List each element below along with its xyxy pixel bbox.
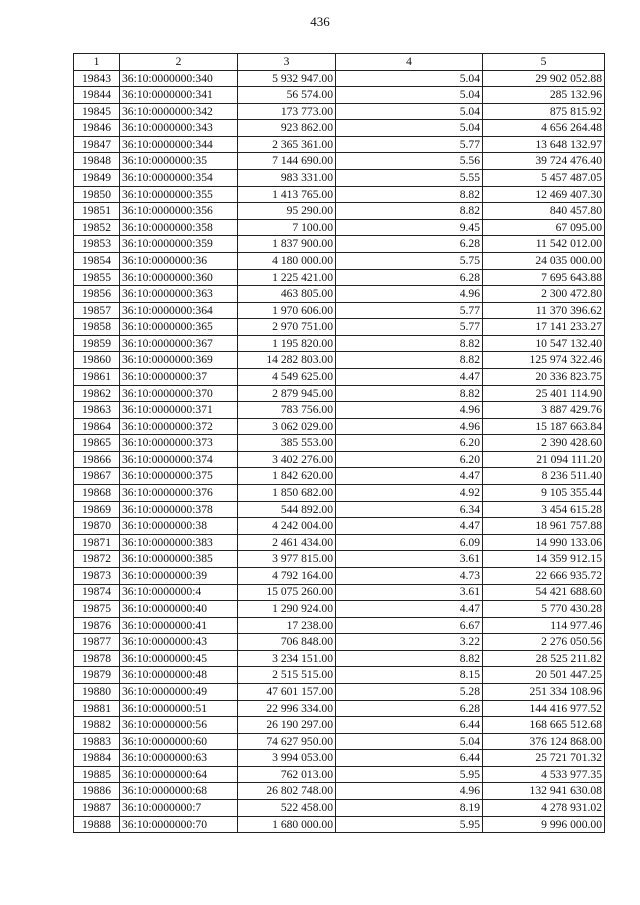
cadastral-number-cell: 36:10:0000000:37 (120, 368, 238, 385)
rate-cell: 6.20 (336, 435, 483, 452)
cadastral-number-cell: 36:10:0000000:363 (120, 286, 238, 303)
cadastral-number-cell: 36:10:0000000:354 (120, 170, 238, 187)
table-row (74, 70, 605, 87)
cadastral-number-cell: 36:10:0000000:375 (120, 468, 238, 485)
cadastral-number-cell: 36:10:0000000:358 (120, 219, 238, 236)
value-cell: 24 035 000.00 (483, 252, 605, 269)
page-number: 436 (310, 14, 330, 29)
table-header-row (74, 54, 605, 71)
area-cell: 56 574.00 (238, 87, 336, 104)
area-cell: 1 413 765.00 (238, 186, 336, 203)
rate-cell: 6.28 (336, 236, 483, 253)
area-cell: 3 062 029.00 (238, 418, 336, 435)
area-cell: 2 970 751.00 (238, 319, 336, 336)
rate-cell: 6.34 (336, 501, 483, 518)
value-cell: 840 457.80 (483, 203, 605, 220)
area-cell: 4 180 000.00 (238, 252, 336, 269)
area-cell: 1 680 000.00 (238, 816, 336, 833)
area-cell: 2 515 515.00 (238, 667, 336, 684)
table-row (74, 335, 605, 352)
cadastral-number-cell: 36:10:0000000:35 (120, 153, 238, 170)
rate-cell: 5.04 (336, 120, 483, 137)
value-cell: 25 401 114.90 (483, 385, 605, 402)
table-row (74, 170, 605, 187)
cadastral-number-cell: 36:10:0000000:385 (120, 551, 238, 568)
rate-cell: 5.77 (336, 302, 483, 319)
value-cell: 18 961 757.88 (483, 518, 605, 535)
table-row (74, 534, 605, 551)
row-number-cell: 19854 (74, 252, 120, 269)
area-cell: 544 892.00 (238, 501, 336, 518)
cadastral-number-cell: 36:10:0000000:36 (120, 252, 238, 269)
cadastral-number-cell: 36:10:0000000:359 (120, 236, 238, 253)
table-row (74, 667, 605, 684)
cadastral-number-cell: 36:10:0000000:373 (120, 435, 238, 452)
row-number-cell: 19847 (74, 136, 120, 153)
table-row (74, 103, 605, 120)
cadastral-number-cell: 36:10:0000000:4 (120, 584, 238, 601)
rate-cell: 4.47 (336, 368, 483, 385)
row-number-cell: 19860 (74, 352, 120, 369)
row-number-cell: 19846 (74, 120, 120, 137)
rate-cell: 4.47 (336, 468, 483, 485)
row-number-cell: 19861 (74, 368, 120, 385)
row-number-cell: 19872 (74, 551, 120, 568)
value-cell: 875 815.92 (483, 103, 605, 120)
cadastral-number-cell: 36:10:0000000:39 (120, 567, 238, 584)
table-row (74, 136, 605, 153)
area-cell: 15 075 260.00 (238, 584, 336, 601)
value-cell: 11 370 396.62 (483, 302, 605, 319)
row-number-cell: 19877 (74, 634, 120, 651)
table-row (74, 385, 605, 402)
value-cell: 20 336 823.75 (483, 368, 605, 385)
area-cell: 923 862.00 (238, 120, 336, 137)
cadastral-number-cell: 36:10:0000000:56 (120, 717, 238, 734)
value-cell: 144 416 977.52 (483, 700, 605, 717)
rate-cell: 8.82 (336, 650, 483, 667)
value-cell: 9 996 000.00 (483, 816, 605, 833)
row-number-cell: 19856 (74, 286, 120, 303)
cadastral-number-cell: 36:10:0000000:378 (120, 501, 238, 518)
value-cell: 10 547 132.40 (483, 335, 605, 352)
rate-cell: 9.45 (336, 219, 483, 236)
value-cell: 376 124 868.00 (483, 733, 605, 750)
row-number-cell: 19881 (74, 700, 120, 717)
cadastral-number-cell: 36:10:0000000:371 (120, 402, 238, 419)
value-cell: 5 770 430.28 (483, 601, 605, 618)
area-cell: 1 970 606.00 (238, 302, 336, 319)
area-cell: 7 100.00 (238, 219, 336, 236)
cadastral-number-cell: 36:10:0000000:365 (120, 319, 238, 336)
row-number-cell: 19863 (74, 402, 120, 419)
value-cell: 4 656 264.48 (483, 120, 605, 137)
table-row (74, 120, 605, 137)
row-number-cell: 19883 (74, 733, 120, 750)
rate-cell: 5.95 (336, 816, 483, 833)
value-cell: 2 300 472.80 (483, 286, 605, 303)
cadastral-number-cell: 36:10:0000000:49 (120, 683, 238, 700)
area-cell: 2 879 945.00 (238, 385, 336, 402)
row-number-cell: 19878 (74, 650, 120, 667)
rate-cell: 6.09 (336, 534, 483, 551)
table-row (74, 468, 605, 485)
table-row (74, 766, 605, 783)
area-cell: 4 242 004.00 (238, 518, 336, 535)
value-cell: 114 977.46 (483, 617, 605, 634)
area-cell: 522 458.00 (238, 800, 336, 817)
value-cell: 22 666 935.72 (483, 567, 605, 584)
area-cell: 2 461 434.00 (238, 534, 336, 551)
rate-cell: 5.28 (336, 683, 483, 700)
row-number-cell: 19862 (74, 385, 120, 402)
area-cell: 14 282 803.00 (238, 352, 336, 369)
row-number-cell: 19870 (74, 518, 120, 535)
rate-cell: 4.96 (336, 783, 483, 800)
cadastral-number-cell: 36:10:0000000:372 (120, 418, 238, 435)
rate-cell: 5.56 (336, 153, 483, 170)
rate-cell: 6.20 (336, 451, 483, 468)
cadastral-number-cell: 36:10:0000000:360 (120, 269, 238, 286)
row-number-cell: 19848 (74, 153, 120, 170)
rate-cell: 8.82 (336, 203, 483, 220)
value-cell: 2 276 050.56 (483, 634, 605, 651)
row-number-cell: 19868 (74, 485, 120, 502)
rate-cell: 6.28 (336, 269, 483, 286)
cadastral-number-cell: 36:10:0000000:340 (120, 70, 238, 87)
rate-cell: 4.96 (336, 418, 483, 435)
area-cell: 1 290 924.00 (238, 601, 336, 618)
rate-cell: 3.22 (336, 634, 483, 651)
row-number-cell: 19867 (74, 468, 120, 485)
rate-cell: 5.04 (336, 70, 483, 87)
area-cell: 2 365 361.00 (238, 136, 336, 153)
area-cell: 1 837 900.00 (238, 236, 336, 253)
cadastral-number-cell: 36:10:0000000:343 (120, 120, 238, 137)
table-row (74, 368, 605, 385)
table-row (74, 800, 605, 817)
cadastral-number-cell: 36:10:0000000:41 (120, 617, 238, 634)
rate-cell: 8.82 (336, 186, 483, 203)
row-number-cell: 19879 (74, 667, 120, 684)
row-number-cell: 19865 (74, 435, 120, 452)
rate-cell: 6.44 (336, 750, 483, 767)
rate-cell: 6.44 (336, 717, 483, 734)
value-cell: 7 695 643.88 (483, 269, 605, 286)
table-row (74, 252, 605, 269)
area-cell: 74 627 950.00 (238, 733, 336, 750)
rate-cell: 8.82 (336, 335, 483, 352)
rate-cell: 4.96 (336, 286, 483, 303)
cadastral-number-cell: 36:10:0000000:43 (120, 634, 238, 651)
row-number-cell: 19853 (74, 236, 120, 253)
cadastral-number-cell: 36:10:0000000:364 (120, 302, 238, 319)
area-cell: 26 802 748.00 (238, 783, 336, 800)
table-row (74, 418, 605, 435)
rate-cell: 5.04 (336, 733, 483, 750)
table-row (74, 236, 605, 253)
column-header-4: 4 (336, 54, 483, 71)
row-number-cell: 19887 (74, 800, 120, 817)
value-cell: 251 334 108.96 (483, 683, 605, 700)
value-cell: 285 132.96 (483, 87, 605, 104)
value-cell: 28 525 211.82 (483, 650, 605, 667)
row-number-cell: 19851 (74, 203, 120, 220)
row-number-cell: 19869 (74, 501, 120, 518)
rate-cell: 6.28 (336, 700, 483, 717)
row-number-cell: 19850 (74, 186, 120, 203)
rate-cell: 5.04 (336, 87, 483, 104)
cadastral-number-cell: 36:10:0000000:45 (120, 650, 238, 667)
value-cell: 11 542 012.00 (483, 236, 605, 253)
table-row (74, 650, 605, 667)
area-cell: 1 842 620.00 (238, 468, 336, 485)
rate-cell: 8.19 (336, 800, 483, 817)
area-cell: 385 553.00 (238, 435, 336, 452)
rate-cell: 3.61 (336, 584, 483, 601)
row-number-cell: 19864 (74, 418, 120, 435)
table-row (74, 186, 605, 203)
table-row (74, 269, 605, 286)
cadastral-number-cell: 36:10:0000000:60 (120, 733, 238, 750)
area-cell: 3 402 276.00 (238, 451, 336, 468)
area-cell: 762 013.00 (238, 766, 336, 783)
table-row (74, 219, 605, 236)
cadastral-number-cell: 36:10:0000000:341 (120, 87, 238, 104)
area-cell: 17 238.00 (238, 617, 336, 634)
value-cell: 168 665 512.68 (483, 717, 605, 734)
row-number-cell: 19871 (74, 534, 120, 551)
value-cell: 4 533 977.35 (483, 766, 605, 783)
row-number-cell: 19886 (74, 783, 120, 800)
table-row (74, 319, 605, 336)
cadastral-number-cell: 36:10:0000000:64 (120, 766, 238, 783)
value-cell: 8 236 511.40 (483, 468, 605, 485)
rate-cell: 6.67 (336, 617, 483, 634)
row-number-cell: 19873 (74, 567, 120, 584)
cadastral-number-cell: 36:10:0000000:48 (120, 667, 238, 684)
rate-cell: 5.77 (336, 136, 483, 153)
table-row (74, 286, 605, 303)
table-row (74, 302, 605, 319)
table-row (74, 567, 605, 584)
table-row (74, 717, 605, 734)
table-row (74, 551, 605, 568)
area-cell: 4 549 625.00 (238, 368, 336, 385)
value-cell: 67 095.00 (483, 219, 605, 236)
row-number-cell: 19874 (74, 584, 120, 601)
row-number-cell: 19885 (74, 766, 120, 783)
table-row (74, 87, 605, 104)
area-cell: 47 601 157.00 (238, 683, 336, 700)
column-header-5: 5 (483, 54, 605, 71)
rate-cell: 5.04 (336, 103, 483, 120)
value-cell: 15 187 663.84 (483, 418, 605, 435)
table-row (74, 402, 605, 419)
cadastral-number-cell: 36:10:0000000:344 (120, 136, 238, 153)
value-cell: 2 390 428.60 (483, 435, 605, 452)
cadastral-number-cell: 36:10:0000000:369 (120, 352, 238, 369)
value-cell: 125 974 322.46 (483, 352, 605, 369)
rate-cell: 4.47 (336, 518, 483, 535)
rate-cell: 8.82 (336, 385, 483, 402)
cadastral-number-cell: 36:10:0000000:370 (120, 385, 238, 402)
cadastral-number-cell: 36:10:0000000:40 (120, 601, 238, 618)
value-cell: 13 648 132.97 (483, 136, 605, 153)
table-row (74, 733, 605, 750)
table-row (74, 683, 605, 700)
row-number-cell: 19844 (74, 87, 120, 104)
area-cell: 5 932 947.00 (238, 70, 336, 87)
row-number-cell: 19855 (74, 269, 120, 286)
cadastral-number-cell: 36:10:0000000:374 (120, 451, 238, 468)
cadastral-number-cell: 36:10:0000000:68 (120, 783, 238, 800)
table-row (74, 634, 605, 651)
row-number-cell: 19884 (74, 750, 120, 767)
row-number-cell: 19843 (74, 70, 120, 87)
column-header-1: 1 (74, 54, 120, 71)
area-cell: 706 848.00 (238, 634, 336, 651)
column-header-3: 3 (238, 54, 336, 71)
table-row (74, 485, 605, 502)
row-number-cell: 19876 (74, 617, 120, 634)
area-cell: 1 850 682.00 (238, 485, 336, 502)
area-cell: 1 225 421.00 (238, 269, 336, 286)
value-cell: 17 141 233.27 (483, 319, 605, 336)
table-row (74, 584, 605, 601)
value-cell: 20 501 447.25 (483, 667, 605, 684)
rate-cell: 4.73 (336, 567, 483, 584)
row-number-cell: 19880 (74, 683, 120, 700)
value-cell: 14 359 912.15 (483, 551, 605, 568)
area-cell: 22 996 334.00 (238, 700, 336, 717)
cadastral-number-cell: 36:10:0000000:342 (120, 103, 238, 120)
area-cell: 783 756.00 (238, 402, 336, 419)
rate-cell: 4.92 (336, 485, 483, 502)
cadastral-number-cell: 36:10:0000000:356 (120, 203, 238, 220)
cadastral-number-cell: 36:10:0000000:355 (120, 186, 238, 203)
rate-cell: 4.96 (336, 402, 483, 419)
rate-cell: 4.47 (336, 601, 483, 618)
table-row (74, 451, 605, 468)
value-cell: 54 421 688.60 (483, 584, 605, 601)
area-cell: 95 290.00 (238, 203, 336, 220)
cadastral-number-cell: 36:10:0000000:38 (120, 518, 238, 535)
value-cell: 25 721 701.32 (483, 750, 605, 767)
table-row (74, 601, 605, 618)
table-row (74, 153, 605, 170)
area-cell: 7 144 690.00 (238, 153, 336, 170)
value-cell: 39 724 476.40 (483, 153, 605, 170)
table-row (74, 501, 605, 518)
row-number-cell: 19888 (74, 816, 120, 833)
row-number-cell: 19858 (74, 319, 120, 336)
area-cell: 3 994 053.00 (238, 750, 336, 767)
cadastral-number-cell: 36:10:0000000:383 (120, 534, 238, 551)
value-cell: 9 105 355.44 (483, 485, 605, 502)
value-cell: 12 469 407.30 (483, 186, 605, 203)
area-cell: 173 773.00 (238, 103, 336, 120)
row-number-cell: 19845 (74, 103, 120, 120)
cadastral-value-table (73, 53, 605, 833)
table-row (74, 750, 605, 767)
table-row (74, 203, 605, 220)
rate-cell: 5.75 (336, 252, 483, 269)
value-cell: 21 094 111.20 (483, 451, 605, 468)
area-cell: 3 977 815.00 (238, 551, 336, 568)
cadastral-number-cell: 36:10:0000000:367 (120, 335, 238, 352)
value-cell: 3 887 429.76 (483, 402, 605, 419)
rate-cell: 5.95 (336, 766, 483, 783)
area-cell: 463 805.00 (238, 286, 336, 303)
area-cell: 983 331.00 (238, 170, 336, 187)
rate-cell: 5.77 (336, 319, 483, 336)
table-row (74, 518, 605, 535)
area-cell: 26 190 297.00 (238, 717, 336, 734)
table-row (74, 700, 605, 717)
table-row (74, 816, 605, 833)
value-cell: 29 902 052.88 (483, 70, 605, 87)
cadastral-number-cell: 36:10:0000000:51 (120, 700, 238, 717)
rate-cell: 8.15 (336, 667, 483, 684)
table-row (74, 617, 605, 634)
column-header-2: 2 (120, 54, 238, 71)
table-row (74, 783, 605, 800)
table-row (74, 435, 605, 452)
table-row (74, 352, 605, 369)
area-cell: 3 234 151.00 (238, 650, 336, 667)
row-number-cell: 19866 (74, 451, 120, 468)
row-number-cell: 19875 (74, 601, 120, 618)
value-cell: 132 941 630.08 (483, 783, 605, 800)
row-number-cell: 19849 (74, 170, 120, 187)
value-cell: 14 990 133.06 (483, 534, 605, 551)
rate-cell: 5.55 (336, 170, 483, 187)
area-cell: 4 792 164.00 (238, 567, 336, 584)
cadastral-number-cell: 36:10:0000000:376 (120, 485, 238, 502)
row-number-cell: 19857 (74, 302, 120, 319)
value-cell: 4 278 931.02 (483, 800, 605, 817)
area-cell: 1 195 820.00 (238, 335, 336, 352)
value-cell: 5 457 487.05 (483, 170, 605, 187)
cadastral-number-cell: 36:10:0000000:70 (120, 816, 238, 833)
cadastral-number-cell: 36:10:0000000:7 (120, 800, 238, 817)
table-body (74, 70, 605, 833)
row-number-cell: 19852 (74, 219, 120, 236)
cadastral-number-cell: 36:10:0000000:63 (120, 750, 238, 767)
row-number-cell: 19859 (74, 335, 120, 352)
rate-cell: 8.82 (336, 352, 483, 369)
rate-cell: 3.61 (336, 551, 483, 568)
value-cell: 3 454 615.28 (483, 501, 605, 518)
row-number-cell: 19882 (74, 717, 120, 734)
